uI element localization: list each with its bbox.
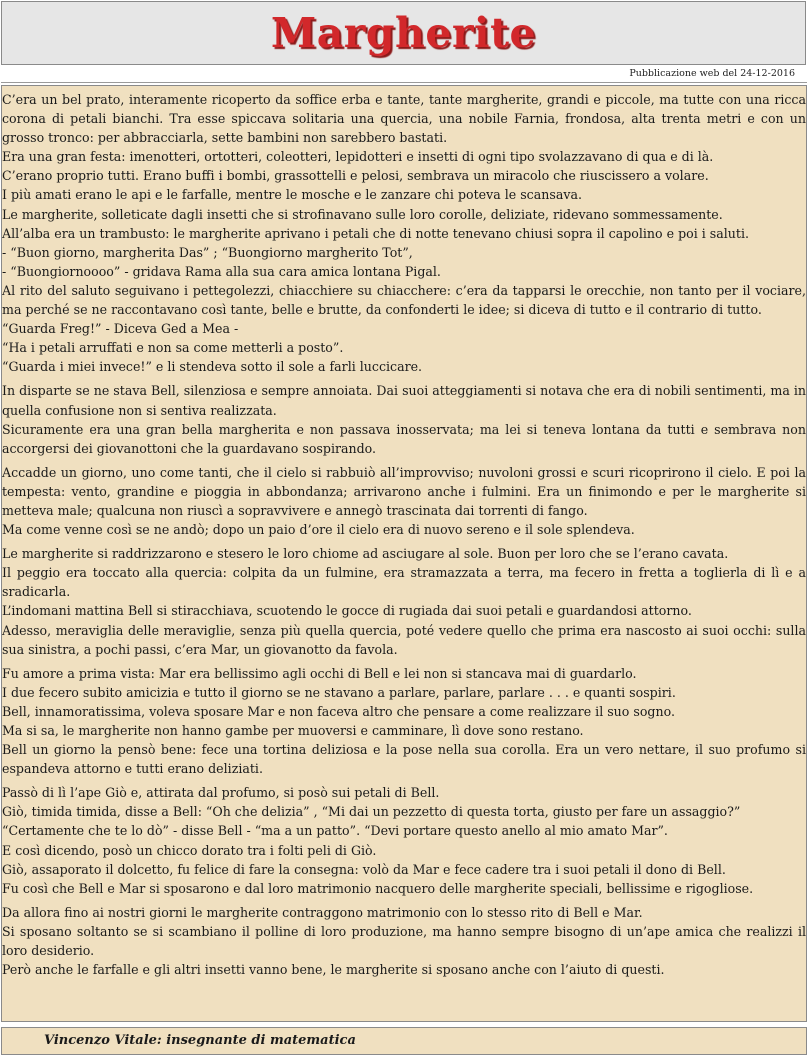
paragraph: Giò, timida timida, disse a Bell: “Oh che delizia” , “Mi dai un pezzetto di questa torta, giusto per fare un assaggio?”	[2, 804, 741, 820]
paragraph-group	[2, 783, 806, 898]
paragraph: I più amati erano le api e le farfalle, mentre le mosche e le zanzare chi poteva le scansava.	[2, 187, 582, 203]
paragraph-group	[2, 664, 806, 779]
page-header	[1, 1, 806, 65]
paragraph-group	[2, 381, 806, 457]
paragraph: Le margherite, solleticate dagli insetti che si strofinavano sulle loro corolle, deliziate, ridevano sommessamente.	[2, 206, 723, 222]
paragraph: Ma si sa, le margherite non hanno gambe per muoversi e camminare, lì dove sono restano.	[2, 723, 584, 738]
paragraph: C’erano proprio tutti. Erano buffi i bombi, grassottelli e pelosi, sembrava un miracolo che riuscissero a volare.	[2, 168, 709, 184]
paragraph: Però anche le farfalle e gli altri insetti vanno bene, le margherite si sposano anche con l’aiuto di questi.	[2, 962, 665, 978]
paragraph: L’indomani mattina Bell si stiracchiava, scuotendo le gocce di rugiada dai suoi petali e guardandosi attorno.	[2, 603, 692, 619]
paragraph: Adesso, meraviglia delle meraviglie, senza più quella quercia, poté vedere quello che prima era nascosto ai suoi occhi: sulla sua sinistra, a pochi passi, c’era Mar, un giovanotto da favola.	[2, 622, 806, 657]
article-body	[1, 85, 807, 1022]
paragraph-group	[2, 544, 806, 659]
paragraph: E così dicendo, posò un chicco dorato tra i folti peli di Giò.	[2, 842, 377, 858]
paragraph-group	[2, 463, 806, 539]
paragraph: Ma come venne così se ne andò; dopo un paio d’ore il cielo era di nuovo sereno e il sole splendeva.	[2, 522, 635, 538]
paragraph: Le margherite si raddrizzarono e stesero le loro chiome ad asciugare al sole. Buon per loro che se l’erano cavata.	[2, 546, 729, 562]
page-title: Margherite	[270, 9, 537, 57]
paragraph: In disparte se ne stava Bell, silenziosa e sempre annoiata. Dai suoi atteggiamenti si notava che era di nobili sentimenti, ma in quella confusione non si sentiva realizzata.	[2, 383, 806, 418]
paragraph: C’era un bel prato, interamente ricoperto da soffice erba e tante, tante margherite, grandi e piccole, ma tutte con una ricca corona di petali bianchi. Tra esse spiccava solitaria una quercia, una nobile Farnia, frondosa, alta trenta metri e con un grosso tronco: per abbracciarla, sette bambini non sarebbero bastati.	[2, 92, 806, 146]
paragraph: Bell un giorno la pensò bene: fece una tortina deliziosa e la pose nella sua corolla. Era un vero nettare, il suo profumo si espandeva attorno e tutti erano deliziati.	[2, 742, 806, 777]
paragraph: Accadde un giorno, uno come tanti, che il cielo si rabbuiò all’improvviso; nuvoloni grossi e scuri ricoprirono il cielo. E poi la tempesta: vento, grandine e pioggia in abbondanza; arrivarono anche i fulmini. Era un finimondo e per le margherite si metteva male; qualcuna non riuscì a sopravvivere e annegò trascinata dai torrenti di fango.	[2, 464, 806, 518]
paragraph: Giò, assaporato il dolcetto, fu felice di fare la consegna: volò da Mar e fece cadere tra i suoi petali il dono di Bell.	[2, 861, 726, 877]
paragraph: “Guarda Freg!” - Diceva Ged a Mea -	[2, 321, 239, 337]
paragraph: Sicuramente era una gran bella margherita e non passava inosservata; ma lei si teneva lontana da tutti e sembrava non accorgersi dei giovanottoni che la guardavano sospirando.	[2, 421, 806, 456]
header-divider	[1, 82, 807, 83]
paragraph: - “Buongiornoooo” - gridava Rama alla sua cara amica lontana Pigal.	[2, 263, 441, 279]
paragraph: Fu così che Bell e Mar si sposarono e dal loro matrimonio nacquero delle margherite speciali, bellissime e rigogliose.	[2, 880, 754, 896]
paragraph: “Ha i petali arruffati e non sa come metterli a posto”.	[2, 340, 344, 356]
paragraph: “Guarda i miei invece!” e li stendeva sotto il sole a farli luccicare.	[2, 359, 423, 375]
paragraph: Fu amore a prima vista: Mar era bellissimo agli occhi di Bell e lei non si stancava mai di guardarlo.	[2, 665, 637, 681]
paragraph: I due fecero subito amicizia e tutto il giorno se ne stavano a parlare, parlare, parlare . . . e quanti sospiri.	[2, 684, 676, 700]
publication-date: Pubblicazione web del 24-12-2016	[629, 68, 795, 79]
paragraph: Bell, innamoratissima, voleva sposare Mar e non faceva altro che pensare a come realizzare il suo sogno.	[2, 703, 675, 719]
paragraph-group	[2, 90, 806, 376]
paragraph: Al rito del saluto seguivano i pettegolezzi, chiacchiere su chiacchere: c’era da tapparsi le orecchie, non tanto per il vociare, ma perché se ne raccontavano così tante, belle e brutte, da confonderti le idee; si diceva di tutto e il contrario di tutto.	[2, 282, 806, 318]
paragraph: Passò di lì l’ape Giò e, attirata dal profumo, si posò sui petali di Bell.	[2, 785, 440, 801]
paragraph: Da allora fino ai nostri giorni le margherite contraggono matrimonio con lo stesso rito di Bell e Mar.	[2, 904, 643, 920]
paragraph: - “Buon giorno, margherita Das” ; “Buongiorno margherito Tot”,	[2, 244, 413, 260]
paragraph: Si sposano soltanto se si scambiano il polline di loro produzione, ma hanno sempre bisogno di un’ape amica che realizzi il loro desiderio.	[2, 923, 806, 959]
paragraph: Il peggio era toccato alla quercia: colpita da un fulmine, era stramazzata a terra, ma fecero in fretta a toglierla di lì e a sradicarla.	[2, 565, 806, 600]
page-footer	[1, 1027, 807, 1055]
paragraph: Era una gran festa: imenotteri, ortotteri, coleotteri, lepidotteri e insetti di ogni tipo svolazzavano di qua e di là.	[2, 149, 714, 165]
paragraph-group	[2, 903, 806, 979]
author-credit: Vincenzo Vitale: insegnante di matematica	[44, 1033, 356, 1048]
paragraph: All’alba era un trambusto: le margherite aprivano i petali che di notte tenevano chiusi sopra il capolino e poi i saluti.	[2, 225, 749, 241]
paragraph: “Certamente che te lo dò” - disse Bell - “ma a un patto”. “Devi portare questo anello al mio amato Mar”.	[2, 823, 668, 839]
